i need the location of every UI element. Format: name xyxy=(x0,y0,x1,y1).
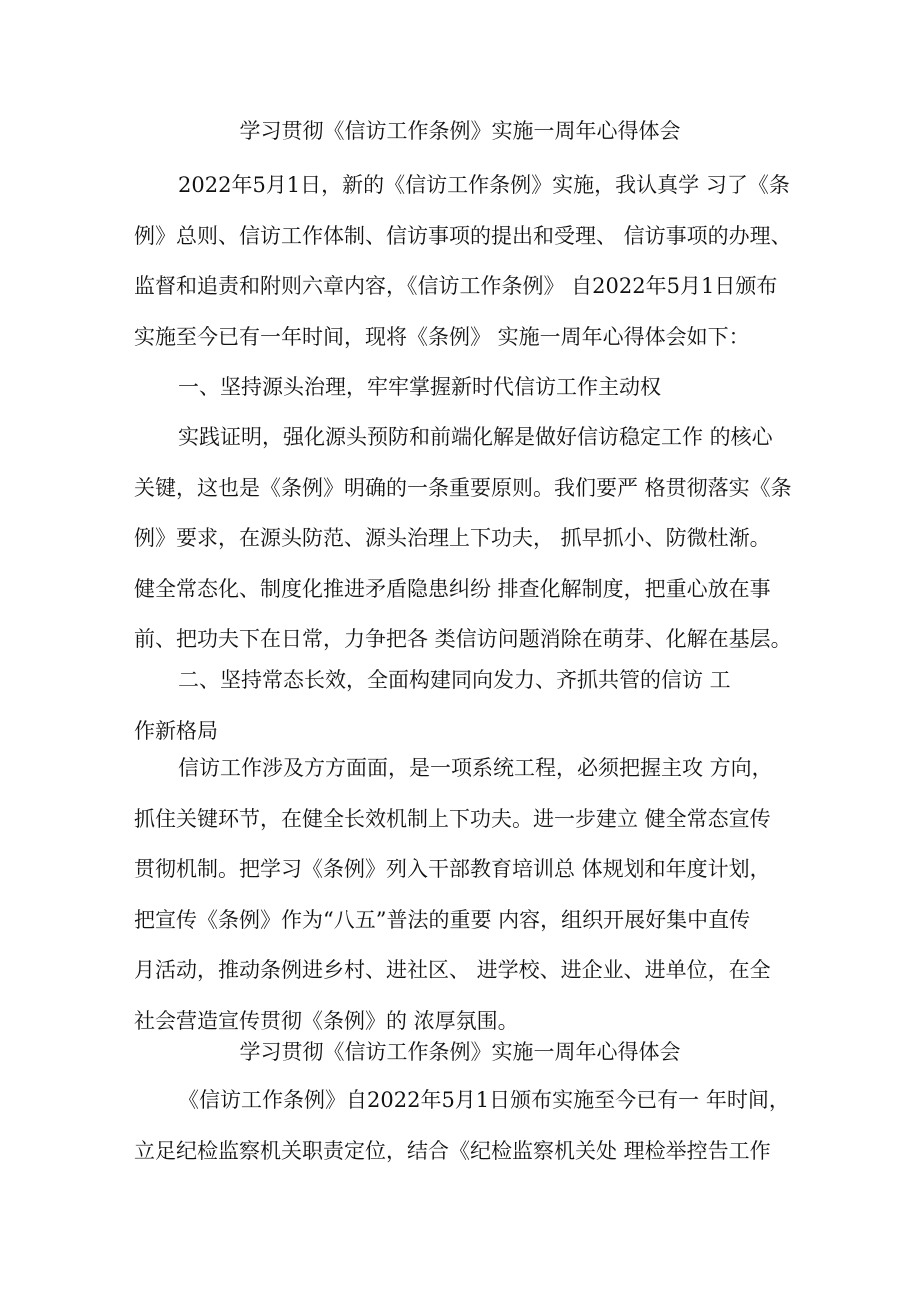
section-2-paragraph xyxy=(134,743,794,1047)
second-document-title: 学习贯彻《信访工作条例》实施一周年心得体会 xyxy=(239,1040,681,1064)
text-line: 健全常态化、制度化推进矛盾隐患纠纷 排查化解制度，把重心放在事 xyxy=(134,576,771,601)
text-line: 实施至今已有一年时间，现将《条例》 实施一周年心得体会如下： xyxy=(134,324,750,349)
heading-line: 作新格局 xyxy=(134,718,218,743)
section-1-paragraph xyxy=(134,412,794,665)
text-line: 2022年5月1日，新的《信访工作条例》实施，我认真学 习了《条 xyxy=(178,173,790,197)
text-line: 信访工作涉及方方面面，是一项系统工程，必须把握主攻 方向， xyxy=(178,756,773,780)
text-line: 监督和追责和附则六章内容，《信访工作条例》 自2022年5月1日颁布 xyxy=(134,274,778,299)
heading-line: 二、坚持常态长效，全面构建同向发力、齐抓共管的信访 工 xyxy=(178,668,731,692)
text-line: 把宣传《条例》作为“八五”普法的重要 内容，组织开展好集中直传 xyxy=(134,907,751,932)
text-line: 前、把功夫下在日常，力争把各 类信访问题消除在萌芽、化解在基层。 xyxy=(134,627,792,652)
text-line: 抓住关键环节，在健全长效机制上下功夫。进一步建立 健全常态宣传 xyxy=(134,806,771,831)
text-line: 立足纪检监察机关职责定位，结合《纪检监察机关处 理检举控告工作 xyxy=(134,1138,771,1163)
heading-line: 一、坚持源头治理，牢牢掌握新时代信访工作主动权 xyxy=(178,375,661,399)
intro-paragraph xyxy=(134,160,794,362)
text-line: 《信访工作条例》自2022年5月1日颁布实施至今已有一 年时间， xyxy=(178,1088,790,1112)
section-heading-2 xyxy=(134,655,794,756)
text-line: 关键，这也是《条例》明确的一条重要原则。我们要严 格贯彻落实《条 xyxy=(134,475,792,500)
section-heading-1 xyxy=(134,362,794,413)
text-line: 例》要求，在源头防范、源头治理上下功夫， 抓早抓小、防微杜渐。 xyxy=(134,526,771,551)
text-line: 月活动，推动条例进乡村、进社区、 进学校、进企业、进单位，在全 xyxy=(134,958,771,983)
text-line: 社会营造宣传贯彻《条例》的 浓厚氛围。 xyxy=(134,1008,519,1033)
text-line: 例》总则、信访工作体制、信访事项的提出和受理、 信访事项的办理、 xyxy=(134,223,792,248)
text-line: 实践证明，强化源头预防和前端化解是做好信访稳定工作 的核心 xyxy=(178,425,773,449)
text-line: 贯彻机制。把学习《条例》列入干部教育培训总 体规划和年度计划， xyxy=(134,857,771,882)
document-title: 学习贯彻《信访工作条例》实施一周年心得体会 xyxy=(239,119,681,143)
second-intro-paragraph xyxy=(134,1075,794,1176)
